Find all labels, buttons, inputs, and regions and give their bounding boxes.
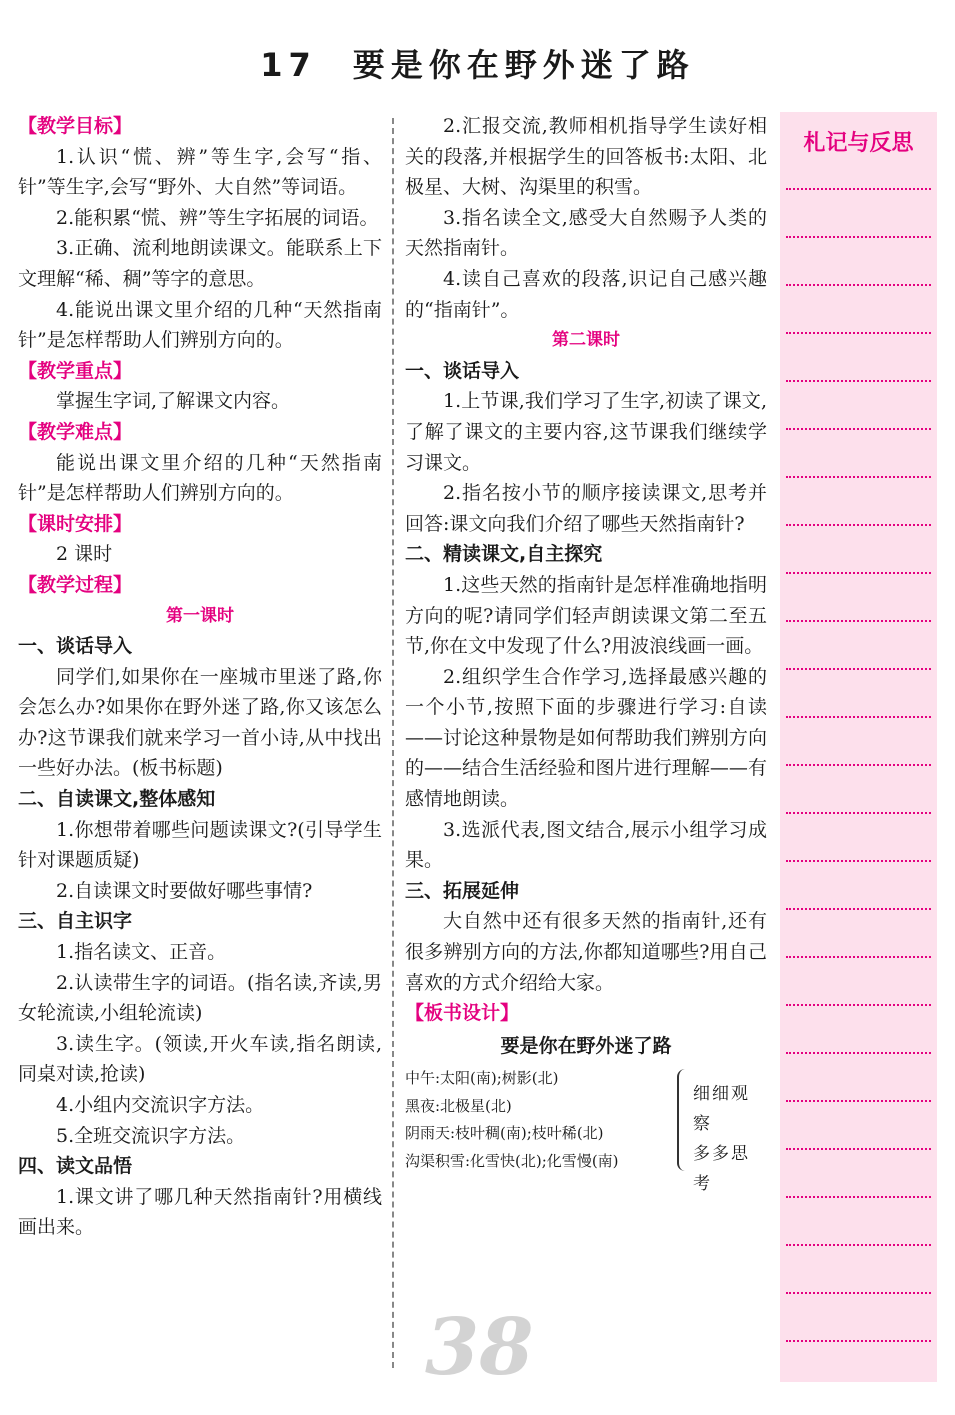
note-line <box>786 956 931 958</box>
note-line <box>786 236 931 238</box>
left-column <box>18 111 382 1243</box>
difficulty-text: 能说出课文里介绍的几种“天然指南针”是怎样帮助人们辨别方向的。 <box>18 451 382 505</box>
note-line <box>786 764 931 766</box>
note-line <box>786 1340 931 1342</box>
sidebar-title: 札记与反思 <box>803 131 914 156</box>
note-line <box>786 812 931 814</box>
lesson-one-heading: 第一课时 <box>166 605 234 626</box>
note-line <box>786 1244 931 1246</box>
note-line <box>786 860 931 862</box>
brace-icon <box>677 1069 689 1171</box>
paragraph: 2.组织学生合作学习,选择最感兴趣的一个小节,按照下面的步骤进行学习:自读——讨论这种景物是如何帮助我们辨别方向的——结合生活经验和图片进行理解——有感情地朗读。 <box>405 665 767 811</box>
lesson-title: 要是你在野外迷了路 <box>352 46 695 84</box>
paragraph: 2.指名按小节的顺序接读课文,思考并回答:课文向我们介绍了哪些天然指南针? <box>405 482 767 535</box>
note-line <box>786 716 931 718</box>
section-heading: 三、自主识字 <box>18 910 133 933</box>
paragraph: 5.全班交流识字方法。 <box>56 1124 246 1147</box>
note-line <box>786 1148 931 1150</box>
note-line <box>786 1100 931 1102</box>
lesson-two-heading: 第二课时 <box>552 330 620 351</box>
note-line <box>786 1004 931 1006</box>
board-line: 黑夜:北极星(北) <box>405 1096 512 1115</box>
board-note <box>693 1079 767 1199</box>
note-line <box>786 524 931 526</box>
paragraph: 3.选派代表,图文结合,展示小组学习成果。 <box>405 818 767 872</box>
paragraph: 1.你想带着哪些问题读课文?(引导学生针对课题质疑) <box>18 818 382 872</box>
note-line <box>786 476 931 478</box>
note-line <box>786 188 931 190</box>
schedule-tag: 【课时安排】 <box>18 512 133 535</box>
board-note-line: 细细观察 <box>693 1084 750 1135</box>
key-tag: 【教学重点】 <box>18 359 133 382</box>
goal-item: 3.正确、流利地朗读课文。能联系上下文理解“稀、稠”等字的意思。 <box>18 237 382 290</box>
column-divider <box>392 118 394 1368</box>
notes-sidebar <box>780 112 937 1382</box>
key-text: 掌握生字词,了解课文内容。 <box>56 390 291 413</box>
paragraph: 4.读自己喜欢的段落,识记自己感兴趣的“指南针”。 <box>405 267 767 321</box>
paragraph: 2.自读课文时要做好哪些事情? <box>56 879 313 902</box>
paragraph: 3.指名读全文,感受大自然赐予人类的天然指南针。 <box>405 206 767 260</box>
note-line <box>786 1292 931 1294</box>
page-title <box>0 40 955 86</box>
process-tag: 【教学过程】 <box>18 573 133 596</box>
section-heading: 一、谈话导入 <box>18 635 133 658</box>
paragraph: 2.认读带生字的词语。(指名读,齐读,男女轮流读,小组轮流读) <box>18 971 382 1025</box>
goal-item: 1.认识“慌、辨”等生字,会写“指、针”等生字,会写“野外、大自然”等词语。 <box>18 145 382 199</box>
board-design <box>405 1065 767 1195</box>
board-line: 阴雨天:枝叶稠(南);枝叶稀(北) <box>405 1124 604 1143</box>
board-tag: 【板书设计】 <box>405 1002 520 1025</box>
note-line <box>786 1052 931 1054</box>
note-line <box>786 284 931 286</box>
lesson-number: 17 <box>260 46 317 84</box>
paragraph: 1.指名读文、正音。 <box>56 941 227 964</box>
section-heading: 二、自读课文,整体感知 <box>18 788 216 811</box>
note-line <box>786 908 931 910</box>
paragraph: 4.小组内交流识字方法。 <box>56 1094 265 1116</box>
paragraph: 1.课文讲了哪几种天然指南针?用横线画出来。 <box>18 1185 382 1239</box>
board-title: 要是你在野外迷了路 <box>500 1034 672 1057</box>
paragraph: 3.读生字。(领读,开火车读,指名朗读,同桌对读,抢读) <box>18 1032 382 1086</box>
schedule-text: 2 课时 <box>56 543 113 566</box>
paragraph: 1.这些天然的指南针是怎样准确地指明方向的呢?请同学们轻声朗读课文第二至五节,你在文中发现了什么?用波浪线画一画。 <box>405 573 767 658</box>
note-line <box>786 332 931 334</box>
paragraph: 2.汇报交流,教师相机指导学生读好相关的段落,并根据学生的回答板书:太阳、北极星、大树、沟渠里的积雪。 <box>405 115 767 199</box>
paragraph: 1.上节课,我们学习了生字,初读了课文,了解了课文的主要内容,这节课我们继续学习课文。 <box>405 390 767 474</box>
goal-item: 2.能积累“慌、辨”等生字拓展的词语。 <box>56 206 379 229</box>
note-line <box>786 572 931 574</box>
section-heading: 一、谈话导入 <box>405 359 520 382</box>
note-line <box>786 380 931 382</box>
goal-tag: 【教学目标】 <box>18 115 133 137</box>
note-line <box>786 1196 931 1198</box>
section-heading: 二、精读课文,自主探究 <box>405 543 603 566</box>
board-line: 沟渠积雪:化雪快(北);化雪慢(南) <box>405 1151 619 1170</box>
note-line <box>786 620 931 622</box>
section-heading: 四、读文品悟 <box>18 1155 133 1178</box>
difficulty-tag: 【教学难点】 <box>18 420 133 443</box>
note-line <box>786 428 931 430</box>
note-line <box>786 668 931 670</box>
section-heading: 三、拓展延伸 <box>405 879 520 902</box>
paragraph: 大自然中还有很多天然的指南针,还有很多辨别方向的方法,你都知道哪些?用自己喜欢的方式介绍给大家。 <box>405 910 767 994</box>
board-note-line: 多多思考 <box>693 1144 750 1195</box>
goal-item: 4.能说出课文里介绍的几种“天然指南针”是怎样帮助人们辨别方向的。 <box>18 298 382 352</box>
board-line: 中午:太阳(南);树影(北) <box>405 1069 559 1088</box>
paragraph: 同学们,如果你在一座城市里迷了路,你会怎么办?如果你在野外迷了路,你又该怎么办?这节课我们就来学习一首小诗,从中找出一些好办法。(板书标题) <box>18 665 382 780</box>
page-number: 38 <box>425 1302 534 1393</box>
middle-column <box>405 111 767 1195</box>
